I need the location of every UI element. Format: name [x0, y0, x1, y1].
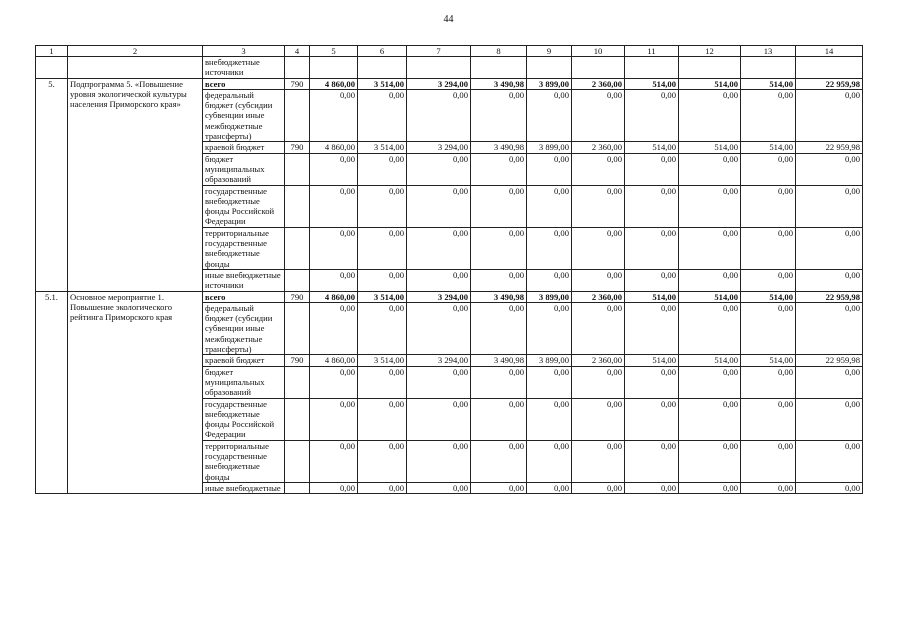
amount-cell: 3 294,00: [407, 291, 471, 302]
item-number: 5.1.: [36, 291, 68, 494]
amount-cell: 0,00: [527, 153, 572, 185]
amount-cell: 0,00: [471, 153, 527, 185]
amount-cell: 0,00: [796, 482, 863, 493]
amount-cell: 0,00: [572, 89, 625, 141]
amount-cell: 0,00: [741, 302, 796, 354]
amount-cell: 514,00: [679, 142, 741, 153]
column-header: 1: [36, 46, 68, 57]
funding-source: государственные внебюджетные фонды Российской Федерации: [203, 185, 285, 227]
budget-table: [35, 45, 863, 494]
amount-cell: 0,00: [625, 482, 679, 493]
amount-cell: 0,00: [796, 398, 863, 440]
amount-cell: 0,00: [796, 366, 863, 398]
amount-cell: 0,00: [310, 398, 358, 440]
funding-source: иные внебюджетные источники: [203, 269, 285, 291]
amount-cell: 0,00: [796, 269, 863, 291]
amount-cell: 3 294,00: [407, 142, 471, 153]
item-name: Подпрограмма 5. «Повышение уровня экологической культуры населения Приморского края»: [68, 78, 203, 291]
amount-cell: 0,00: [572, 398, 625, 440]
amount-cell: 0,00: [679, 227, 741, 269]
amount-cell: 0,00: [471, 366, 527, 398]
funding-source: иные внебюджетные: [203, 482, 285, 493]
amount-cell: 0,00: [572, 185, 625, 227]
budget-code: [285, 440, 310, 482]
column-header: 11: [625, 46, 679, 57]
amount-cell: 22 959,98: [796, 142, 863, 153]
amount-cell: 4 860,00: [310, 78, 358, 89]
amount-cell: 514,00: [625, 78, 679, 89]
column-header: 12: [679, 46, 741, 57]
amount-cell: 2 360,00: [572, 78, 625, 89]
amount-cell: 0,00: [310, 227, 358, 269]
funding-source: территориальные государственные внебюджетные фонды: [203, 440, 285, 482]
cell-empty: [36, 57, 68, 79]
budget-code: [285, 185, 310, 227]
amount-cell: 0,00: [625, 366, 679, 398]
amount-cell: 0,00: [625, 440, 679, 482]
budget-code: [285, 269, 310, 291]
amount-cell: 514,00: [679, 291, 741, 302]
cell-empty: [679, 57, 741, 79]
amount-cell: 0,00: [572, 227, 625, 269]
amount-cell: 0,00: [358, 227, 407, 269]
amount-cell: 0,00: [796, 185, 863, 227]
amount-cell: 0,00: [625, 185, 679, 227]
amount-cell: 0,00: [527, 482, 572, 493]
amount-cell: 0,00: [310, 89, 358, 141]
table-body: [36, 57, 863, 494]
amount-cell: 0,00: [310, 440, 358, 482]
amount-cell: 0,00: [471, 269, 527, 291]
amount-cell: 4 860,00: [310, 142, 358, 153]
amount-cell: 0,00: [741, 269, 796, 291]
amount-cell: 0,00: [741, 153, 796, 185]
amount-cell: 3 514,00: [358, 291, 407, 302]
amount-cell: 0,00: [572, 153, 625, 185]
amount-cell: 3 490,98: [471, 291, 527, 302]
table-row: [36, 78, 863, 89]
column-header: 5: [310, 46, 358, 57]
amount-cell: 0,00: [407, 269, 471, 291]
amount-cell: 0,00: [679, 398, 741, 440]
budget-code: [285, 153, 310, 185]
amount-cell: 0,00: [471, 482, 527, 493]
amount-cell: 0,00: [796, 227, 863, 269]
amount-cell: 0,00: [679, 153, 741, 185]
budget-code: 790: [285, 142, 310, 153]
amount-cell: 0,00: [527, 398, 572, 440]
column-header: 6: [358, 46, 407, 57]
amount-cell: 0,00: [679, 185, 741, 227]
amount-cell: 0,00: [625, 302, 679, 354]
amount-cell: 22 959,98: [796, 291, 863, 302]
page-number: 44: [443, 14, 454, 25]
amount-cell: 0,00: [358, 153, 407, 185]
cell-empty: [572, 57, 625, 79]
amount-cell: 0,00: [679, 482, 741, 493]
amount-cell: 0,00: [471, 440, 527, 482]
amount-cell: 0,00: [796, 153, 863, 185]
amount-cell: 0,00: [407, 227, 471, 269]
cell-empty: [358, 57, 407, 79]
amount-cell: 0,00: [527, 440, 572, 482]
amount-cell: 0,00: [679, 89, 741, 141]
amount-cell: 0,00: [310, 302, 358, 354]
amount-cell: 3 490,98: [471, 78, 527, 89]
cell-empty: [471, 57, 527, 79]
amount-cell: 0,00: [527, 185, 572, 227]
budget-code: 790: [285, 291, 310, 302]
budget-code: [285, 366, 310, 398]
amount-cell: 3 899,00: [527, 78, 572, 89]
amount-cell: 0,00: [741, 398, 796, 440]
amount-cell: 2 360,00: [572, 291, 625, 302]
amount-cell: 0,00: [407, 153, 471, 185]
amount-cell: 2 360,00: [572, 142, 625, 153]
amount-cell: 0,00: [741, 89, 796, 141]
funding-source: всего: [203, 78, 285, 89]
amount-cell: 3 294,00: [407, 78, 471, 89]
amount-cell: 514,00: [679, 78, 741, 89]
amount-cell: 0,00: [679, 366, 741, 398]
amount-cell: 0,00: [358, 302, 407, 354]
amount-cell: 0,00: [796, 89, 863, 141]
item-number: 5.: [36, 78, 68, 291]
amount-cell: 0,00: [572, 440, 625, 482]
funding-source: федеральный бюджет (субсидии субвенции иные межбюджетные трансферты): [203, 89, 285, 141]
amount-cell: 0,00: [527, 89, 572, 141]
amount-cell: 0,00: [310, 269, 358, 291]
funding-source: государственные внебюджетные фонды Российской Федерации: [203, 398, 285, 440]
amount-cell: 0,00: [471, 185, 527, 227]
amount-cell: 3 899,00: [527, 355, 572, 366]
amount-cell: 0,00: [358, 482, 407, 493]
table-row: [36, 291, 863, 302]
amount-cell: 4 860,00: [310, 291, 358, 302]
column-header: 2: [68, 46, 203, 57]
amount-cell: 3 490,98: [471, 355, 527, 366]
amount-cell: 514,00: [741, 142, 796, 153]
amount-cell: 0,00: [527, 366, 572, 398]
amount-cell: 0,00: [572, 482, 625, 493]
amount-cell: 514,00: [625, 142, 679, 153]
amount-cell: 0,00: [310, 153, 358, 185]
amount-cell: 0,00: [679, 302, 741, 354]
amount-cell: 0,00: [572, 366, 625, 398]
budget-code: [285, 398, 310, 440]
amount-cell: 0,00: [358, 185, 407, 227]
amount-cell: 0,00: [310, 366, 358, 398]
funding-source: краевой бюджет: [203, 142, 285, 153]
amount-cell: 3 514,00: [358, 78, 407, 89]
amount-cell: 22 959,98: [796, 355, 863, 366]
column-header: 8: [471, 46, 527, 57]
amount-cell: 0,00: [625, 153, 679, 185]
funding-source: федеральный бюджет (субсидии субвенции иные межбюджетные трансферты): [203, 302, 285, 354]
funding-source: краевой бюджет: [203, 355, 285, 366]
funding-source: территориальные государственные внебюджетные фонды: [203, 227, 285, 269]
amount-cell: 0,00: [358, 398, 407, 440]
column-header: 4: [285, 46, 310, 57]
amount-cell: 0,00: [310, 185, 358, 227]
cell-empty: [285, 57, 310, 79]
amount-cell: 514,00: [741, 78, 796, 89]
amount-cell: 2 360,00: [572, 355, 625, 366]
amount-cell: 0,00: [407, 302, 471, 354]
amount-cell: 0,00: [310, 482, 358, 493]
amount-cell: 0,00: [358, 269, 407, 291]
amount-cell: 514,00: [741, 355, 796, 366]
amount-cell: 0,00: [527, 227, 572, 269]
amount-cell: 0,00: [741, 440, 796, 482]
amount-cell: 0,00: [407, 185, 471, 227]
amount-cell: 0,00: [407, 398, 471, 440]
column-header: 14: [796, 46, 863, 57]
amount-cell: 3 490,98: [471, 142, 527, 153]
amount-cell: 0,00: [625, 269, 679, 291]
amount-cell: 0,00: [407, 89, 471, 141]
budget-code: 790: [285, 355, 310, 366]
amount-cell: 3 899,00: [527, 142, 572, 153]
column-header: 10: [572, 46, 625, 57]
amount-cell: 0,00: [572, 269, 625, 291]
amount-cell: 0,00: [527, 269, 572, 291]
amount-cell: 0,00: [625, 89, 679, 141]
amount-cell: 0,00: [358, 89, 407, 141]
funding-source: бюджет муниципальных образований: [203, 366, 285, 398]
column-header: 13: [741, 46, 796, 57]
amount-cell: 0,00: [572, 302, 625, 354]
amount-cell: 3 514,00: [358, 142, 407, 153]
amount-cell: 0,00: [527, 302, 572, 354]
cell-empty: [407, 57, 471, 79]
amount-cell: 0,00: [471, 398, 527, 440]
amount-cell: 0,00: [741, 227, 796, 269]
amount-cell: 0,00: [407, 366, 471, 398]
budget-code: [285, 89, 310, 141]
amount-cell: 3 514,00: [358, 355, 407, 366]
amount-cell: 514,00: [741, 291, 796, 302]
amount-cell: 514,00: [625, 355, 679, 366]
source-cell: внебюджетные источники: [203, 57, 285, 79]
amount-cell: 0,00: [625, 227, 679, 269]
amount-cell: 0,00: [741, 482, 796, 493]
amount-cell: 0,00: [741, 366, 796, 398]
funding-source: бюджет муниципальных образований: [203, 153, 285, 185]
column-header: 9: [527, 46, 572, 57]
amount-cell: 0,00: [471, 227, 527, 269]
item-name: Основное мероприятие 1. Повышение экологического рейтинга Приморского края: [68, 291, 203, 494]
amount-cell: 514,00: [679, 355, 741, 366]
cell-empty: [68, 57, 203, 79]
budget-code: [285, 227, 310, 269]
amount-cell: 0,00: [741, 185, 796, 227]
cell-empty: [527, 57, 572, 79]
amount-cell: 514,00: [625, 291, 679, 302]
amount-cell: 0,00: [625, 398, 679, 440]
cell-empty: [796, 57, 863, 79]
amount-cell: 0,00: [358, 440, 407, 482]
amount-cell: 3 294,00: [407, 355, 471, 366]
amount-cell: 0,00: [679, 440, 741, 482]
budget-code: [285, 302, 310, 354]
cell-empty: [310, 57, 358, 79]
funding-source: всего: [203, 291, 285, 302]
amount-cell: 0,00: [407, 482, 471, 493]
amount-cell: 0,00: [796, 302, 863, 354]
amount-cell: 0,00: [471, 302, 527, 354]
cell-empty: [741, 57, 796, 79]
amount-cell: 0,00: [471, 89, 527, 141]
amount-cell: 0,00: [796, 440, 863, 482]
amount-cell: 0,00: [679, 269, 741, 291]
amount-cell: 3 899,00: [527, 291, 572, 302]
amount-cell: 22 959,98: [796, 78, 863, 89]
header-row: [36, 46, 863, 57]
amount-cell: 4 860,00: [310, 355, 358, 366]
amount-cell: 0,00: [358, 366, 407, 398]
budget-code: [285, 482, 310, 493]
cell-empty: [625, 57, 679, 79]
column-header: 3: [203, 46, 285, 57]
column-header: 7: [407, 46, 471, 57]
amount-cell: 0,00: [407, 440, 471, 482]
budget-code: 790: [285, 78, 310, 89]
continuation-row: [36, 57, 863, 79]
